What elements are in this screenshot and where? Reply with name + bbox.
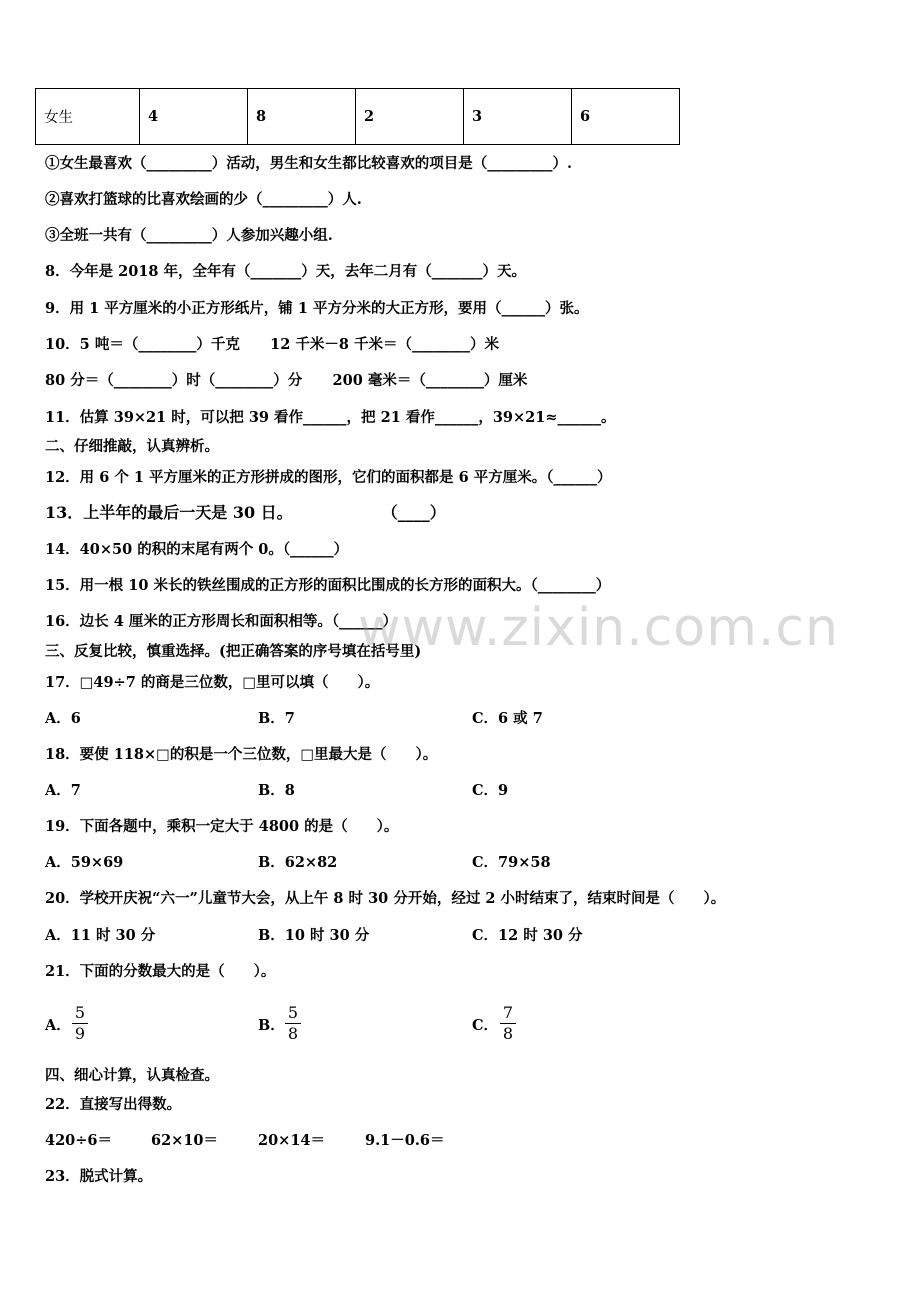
question-13: 13．上半年的最后一天是 30 日。 （____）: [45, 503, 446, 522]
question-8: 8．今年是 2018 年，全年有（_______）天，去年二月有（_______）天。: [45, 263, 527, 280]
q20-option-b: B．10 时 30 分: [258, 927, 370, 944]
watermark: www.zixin.com.cn: [358, 598, 839, 658]
question-18: 18．要使 118×□的积是一个三位数，□里最大是（ ）。: [45, 746, 438, 763]
table-cell: 4: [140, 89, 248, 145]
question-17: 17．□49÷7 的商是三位数，□里可以填（ ）。: [45, 674, 380, 691]
q17-option-c: C．6 或 7: [472, 710, 543, 727]
q22-item-2: 62×10＝: [151, 1132, 219, 1149]
q21-option-b-label: B．: [258, 1017, 285, 1034]
question-10-line-1: 10．5 吨＝（________）千克 12 千米－8 千米＝（________）米: [45, 336, 499, 353]
row-label: 女生: [36, 89, 140, 145]
q20-option-a: A．11 时 30 分: [45, 927, 156, 944]
q21-option-c-fraction: [500, 1004, 516, 1043]
question-12: 12．用 6 个 1 平方厘米的正方形拼成的图形，它们的面积都是 6 平方厘米。（______）: [45, 469, 612, 486]
table-row: [36, 89, 680, 145]
question-22: 22．直接写出得数。: [45, 1096, 182, 1113]
section-4-heading: 四、细心计算，认真检查。: [45, 1067, 219, 1084]
q21-option-c-label: C．: [472, 1017, 499, 1034]
table-cell: 2: [356, 89, 464, 145]
q17-option-a: A．6: [45, 710, 81, 727]
question-7-part-1: ①女生最喜欢（_________）活动，男生和女生都比较喜欢的项目是（_________）.: [45, 155, 573, 172]
q22-item-4: 9.1－0.6＝: [365, 1132, 445, 1149]
q19-option-a: A．59×69: [45, 854, 124, 871]
q19-option-b: B．62×82: [258, 854, 338, 871]
question-16: 16．边长 4 厘米的正方形周长和面积相等。（______）: [45, 613, 398, 630]
q18-option-c: C．9: [472, 782, 509, 799]
question-7-part-3: ③全班一共有（_________）人参加兴趣小组.: [45, 227, 333, 244]
numerator: 7: [502, 1003, 514, 1022]
section-2-heading: 二、仔细推敲，认真辨析。: [45, 438, 219, 455]
question-11: 11．估算 39×21 时，可以把 39 看作______，把 21 看作______，39×21≈______。: [45, 409, 616, 426]
table-cell: 3: [464, 89, 572, 145]
denominator: 9: [74, 1024, 86, 1043]
section-3-heading: 三、反复比较，慎重选择。(把正确答案的序号填在括号里): [45, 643, 422, 660]
q18-option-b: B．8: [258, 782, 295, 799]
table-cell: 8: [248, 89, 356, 145]
question-9: 9．用 1 平方厘米的小正方形纸片，铺 1 平方分米的大正方形，要用（______）张。: [45, 300, 589, 317]
q17-option-b: B．7: [258, 710, 295, 727]
numerator: 5: [74, 1003, 86, 1022]
denominator: 8: [502, 1024, 514, 1043]
q22-item-1: 420÷6＝: [45, 1132, 113, 1149]
table-cell: 6: [572, 89, 680, 145]
question-7-part-2: ②喜欢打篮球的比喜欢绘画的少（_________）人.: [45, 191, 362, 208]
question-15: 15．用一根 10 米长的铁丝围成的正方形的面积比围成的长方形的面积大。（________）: [45, 577, 611, 594]
q22-item-3: 20×14＝: [258, 1132, 326, 1149]
q18-option-a: A．7: [45, 782, 81, 799]
question-19: 19．下面各题中，乘积一定大于 4800 的是（ ）。: [45, 818, 399, 835]
q21-option-b-fraction: [285, 1004, 301, 1043]
q19-option-c: C．79×58: [472, 854, 551, 871]
question-23: 23．脱式计算。: [45, 1168, 153, 1185]
question-21: 21．下面的分数最大的是（ ）。: [45, 963, 276, 980]
q21-option-a-label: A．: [45, 1017, 71, 1034]
question-20: 20．学校开庆祝“六一”儿童节大会，从上午 8 时 30 分开始，经过 2 小时结束了，结束时间是（ ）。: [45, 890, 726, 907]
q20-option-c: C．12 时 30 分: [472, 927, 583, 944]
q21-option-a-fraction: [72, 1004, 88, 1043]
numerator: 5: [287, 1003, 299, 1022]
data-table: [35, 88, 680, 145]
denominator: 8: [287, 1024, 299, 1043]
question-10-line-2: 80 分＝（________）时（________）分 200 毫米＝（________）厘米: [45, 372, 528, 389]
question-14: 14．40×50 的积的末尾有两个 0。（______）: [45, 541, 349, 558]
